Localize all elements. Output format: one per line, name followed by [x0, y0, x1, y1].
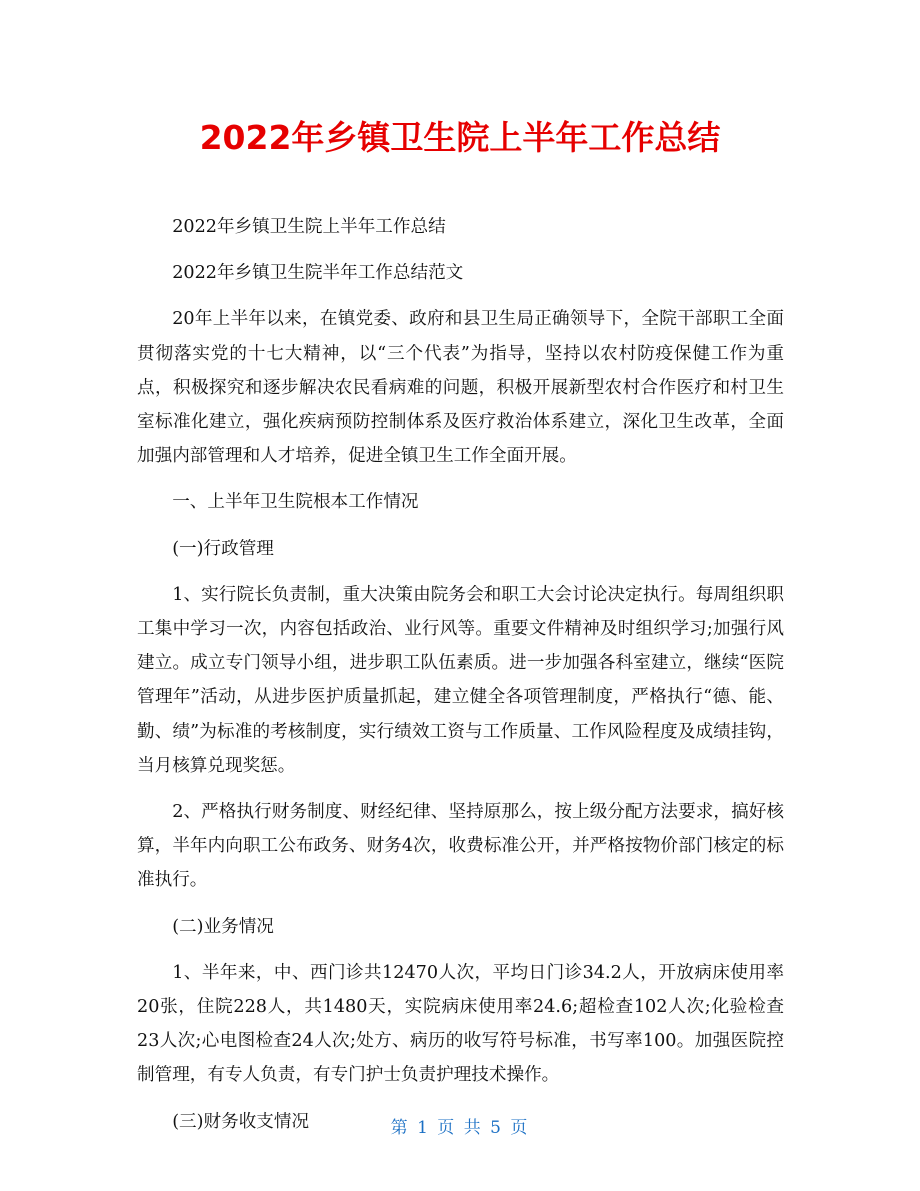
- section-heading-basic-work: 一、上半年卫生院根本工作情况: [172, 492, 419, 513]
- document-body: [137, 210, 784, 1151]
- subsection-heading-finance: (三)财务收支情况: [172, 1111, 310, 1132]
- page-number-label: 第 1 页 共 5 页: [390, 1118, 530, 1138]
- subsection-heading-business: (二)业务情况: [172, 916, 274, 937]
- paragraph-intro: 20年上半年以来，在镇党委、政府和县卫生局正确领导下，全院干部职工全面贯彻落实党的十七大精神，以“三个代表”为指导，坚持以农村防疫保健工作为重点，积极探究和逐步解决农民看病难的问题，积极开展新型农村合作医疗和村卫生室标准化建立，强化疾病预防控制体系及医疗救治体系建立，深化卫生改革，全面加强内部管理和人才培养，促进全镇卫生工作全面开展。: [137, 309, 784, 467]
- document-title: 2022年乡镇卫生院上半年工作总结: [199, 118, 721, 157]
- paragraph-subtitle-alt: 2022年乡镇卫生院半年工作总结范文: [172, 263, 464, 284]
- paragraph-subtitle: 2022年乡镇卫生院上半年工作总结: [172, 217, 446, 237]
- subsection-heading-administration: (一)行政管理: [172, 538, 274, 559]
- paragraph-business-1: 1、半年来，中、西门诊共12470人次，平均日门诊34.2人，开放病床使用率20张，住院228人，共1480天，实院病床使用率24.6;超检查102人次;化验检查23人次;心电图检查24人次;处方、病历的收写符号标准，书写率100。加强医院控制管理，有专人负责，有专门护士负责护理技术操作。: [137, 962, 784, 1086]
- page-footer: [0, 1113, 920, 1138]
- paragraph-administration-1: 1、实行院长负责制，重大决策由院务会和职工大会讨论决定执行。每周组织职工集中学习一次，内容包括政治、业行风等。重要文件精神及时组织学习;加强行风建立。成立专门领导小组，进步职工队伍素质。进一步加强各科室建立，继续“医院管理年”活动，从进步医护质量抓起，建立健全各项管理制度，严格执行“德、能、勤、绩”为标准的考核制度，实行绩效工资与工作质量、工作风险程度及成绩挂钩，当月核算兑现奖惩。: [137, 584, 784, 776]
- paragraph-administration-2: 2、严格执行财务制度、财经纪律、坚持原那么，按上级分配方法要求，搞好核算，半年内向职工公布政务、财务4次，收费标准公开，并严格按物价部门核定的标准执行。: [137, 802, 784, 891]
